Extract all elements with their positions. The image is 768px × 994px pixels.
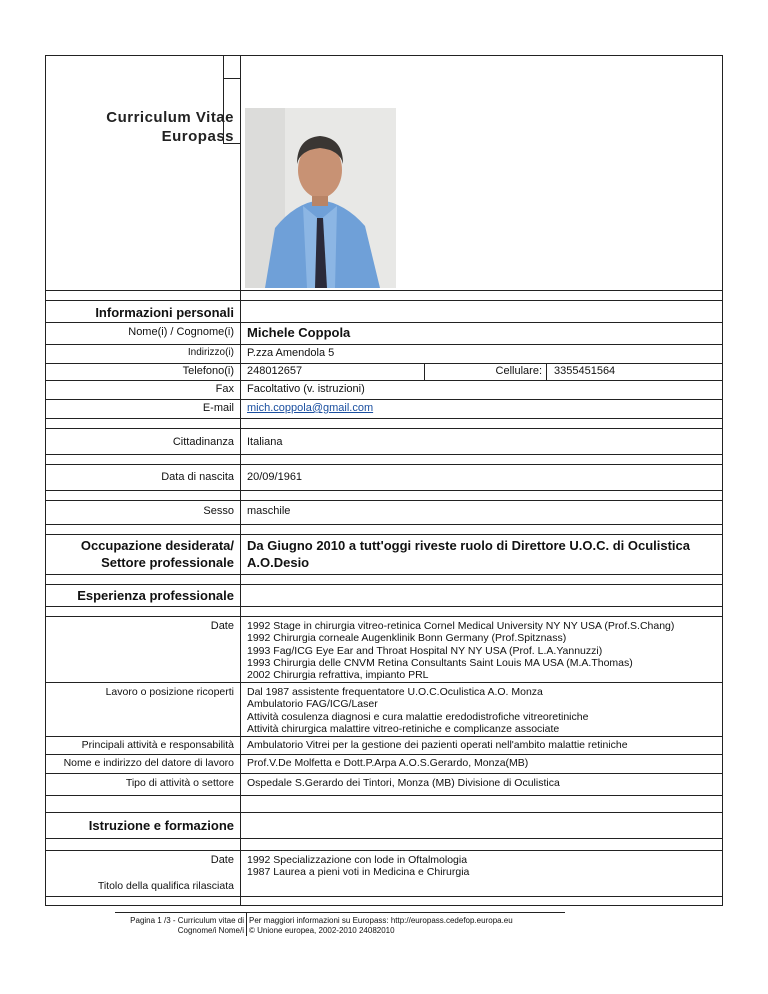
list-item: 1993 Chirurgia delle CNVM Retina Consultants Saint Louis MA USA (M.A.Thomas)	[247, 656, 633, 669]
sex-label: Sesso	[203, 505, 234, 517]
qualification-label: Titolo della qualifica rilasciata	[97, 880, 234, 892]
list-item: Ambulatorio FAG/ICG/Laser	[247, 698, 378, 711]
role-list	[247, 686, 588, 735]
row-sep	[45, 524, 723, 525]
row-sep	[45, 300, 723, 301]
fax-value: Facoltativo (v. istruzioni)	[247, 383, 365, 395]
row-sep	[45, 584, 723, 585]
profile-photo	[245, 108, 396, 288]
row-sep	[45, 754, 723, 755]
row-sep	[45, 344, 723, 345]
mobile-label: Cellulare:	[495, 365, 542, 377]
occupation-value	[247, 537, 690, 571]
occupation-label-line1: Occupazione desiderata/	[80, 538, 234, 553]
name-label: Nome(i) / Cognome(i)	[128, 326, 234, 338]
phone-label: Telefono(i)	[182, 365, 234, 377]
row-sep	[45, 682, 723, 683]
frame-top	[45, 55, 723, 56]
row-sep	[45, 534, 723, 535]
list-item: Dal 1987 assistente frequentatore U.O.C.Oculistica A.O. Monza	[247, 686, 543, 698]
list-item: Attività chirurgica malattire vitreo-retiniche e complicanze associate	[247, 722, 560, 735]
frame-bottom	[45, 905, 723, 906]
sector-label: Tipo di attività o settore	[125, 777, 234, 789]
footer-divider	[246, 912, 247, 936]
address-value: P.zza Amendola 5	[247, 347, 335, 359]
frame-left	[45, 55, 46, 905]
occupation-value-line1: Da Giugno 2010 a tutt'oggi riveste ruolo di Direttore U.O.C. di Oculistica	[247, 538, 690, 553]
phone-value: 248012657	[247, 365, 303, 377]
experience-date-label: Date	[210, 620, 234, 632]
column-divider	[240, 55, 241, 905]
row-sep	[45, 363, 723, 364]
cv-title	[106, 108, 234, 146]
section-education: Istruzione e formazione	[88, 818, 234, 833]
row-sep	[45, 418, 723, 419]
occupation-value-line2: A.O.Desio	[247, 555, 310, 570]
occupation-label-line2: Settore professionale	[101, 555, 234, 570]
sector-value: Ospedale S.Gerardo dei Tintori, Monza (MB) Divisione di Oculistica	[247, 777, 560, 789]
row-sep	[45, 773, 723, 774]
row-sep	[45, 616, 723, 617]
section-experience: Esperienza professionale	[77, 588, 234, 603]
row-sep	[45, 850, 723, 851]
list-item: 1992 Chirurgia corneale Augenklinik Bonn Germany (Prof.Spitznass)	[247, 632, 567, 645]
profile-photo-image	[245, 108, 396, 288]
email-value[interactable]	[247, 402, 373, 414]
email-link[interactable]: mich.coppola@gmail.com	[247, 402, 374, 414]
row-sep	[45, 399, 723, 400]
phone-divider	[424, 363, 425, 380]
address-label: Indirizzo(i)	[187, 347, 234, 358]
sex-value: maschile	[247, 505, 291, 517]
section-personal-info: Informazioni personali	[95, 305, 234, 320]
row-sep	[45, 428, 723, 429]
logo-box-mid	[223, 78, 240, 79]
frame-right	[722, 55, 723, 905]
phone-divider	[546, 363, 547, 380]
employer-value: Prof.V.De Molfetta e Dott.P.Arpa A.O.S.Gerardo, Monza(MB)	[247, 757, 529, 769]
row-sep	[45, 606, 723, 607]
list-item: 1992 Specializzazione con lode in Oftalmologia	[247, 854, 468, 866]
row-sep	[45, 812, 723, 813]
row-sep	[45, 454, 723, 455]
row-sep	[45, 500, 723, 501]
list-item: 1992 Stage in chirurgia vitreo-retinica Cornel Medical University NY NY USA (Prof.S.Chang)	[247, 620, 675, 632]
mobile-value: 3355451564	[554, 365, 616, 377]
name-value: Michele Coppola	[247, 325, 351, 340]
birth-date-label: Data di nascita	[161, 471, 234, 483]
list-item: 1993 Fag/ICG Eye Ear and Throat Hospital NY NY USA (Prof. L.A.Yannuzzi)	[247, 644, 603, 657]
role-label: Lavoro o posizione ricoperti	[105, 686, 234, 698]
row-sep	[45, 574, 723, 575]
employer-label: Nome e indirizzo del datore di lavoro	[63, 757, 234, 769]
email-label: E-mail	[202, 402, 234, 414]
list-item: Attività cosulenza diagnosi e cura malattie eredodistrofiche vitreoretiniche	[247, 710, 589, 723]
fax-label: Fax	[215, 383, 234, 395]
row-sep	[45, 380, 723, 381]
row-sep	[45, 896, 723, 897]
activities-value: Ambulatorio Vitrei per la gestione dei pazienti operati nell'ambito malattie retiniche	[247, 739, 628, 751]
citizenship-label: Cittadinanza	[172, 436, 234, 448]
footer-top-rule	[115, 912, 565, 913]
activities-label: Principali attività e responsabilità	[81, 739, 234, 751]
list-item: 1987 Laurea a pieni voti in Medicina e Chirurgia	[247, 866, 470, 879]
cv-title-line2: Europass	[161, 128, 234, 145]
row-sep	[45, 795, 723, 796]
birth-date-value: 20/09/1961	[247, 471, 303, 483]
row-sep	[45, 490, 723, 491]
education-date-label: Date	[210, 854, 234, 866]
list-item: 2002 Chirurgia refrattiva, impianto PRL	[247, 669, 429, 682]
row-sep	[45, 838, 723, 839]
row-sep	[45, 736, 723, 737]
footer-page: Pagina 1 /3 - Curriculum vitae di	[130, 916, 244, 925]
experience-date-list	[247, 620, 674, 681]
education-date-list	[247, 854, 469, 879]
footer-name: Cognome/i Nome/i	[177, 926, 244, 935]
row-sep	[45, 464, 723, 465]
occupation-label	[81, 537, 234, 571]
row-sep	[45, 322, 723, 323]
footer-info: Per maggiori informazioni su Europass: http://europass.cedefop.europa.eu	[249, 916, 513, 925]
row-sep	[45, 290, 723, 291]
cv-title-line1: Curriculum Vitae	[106, 109, 234, 126]
footer-copyright: © Unione europea, 2002-2010 24082010	[249, 926, 395, 935]
citizenship-value: Italiana	[247, 436, 283, 448]
